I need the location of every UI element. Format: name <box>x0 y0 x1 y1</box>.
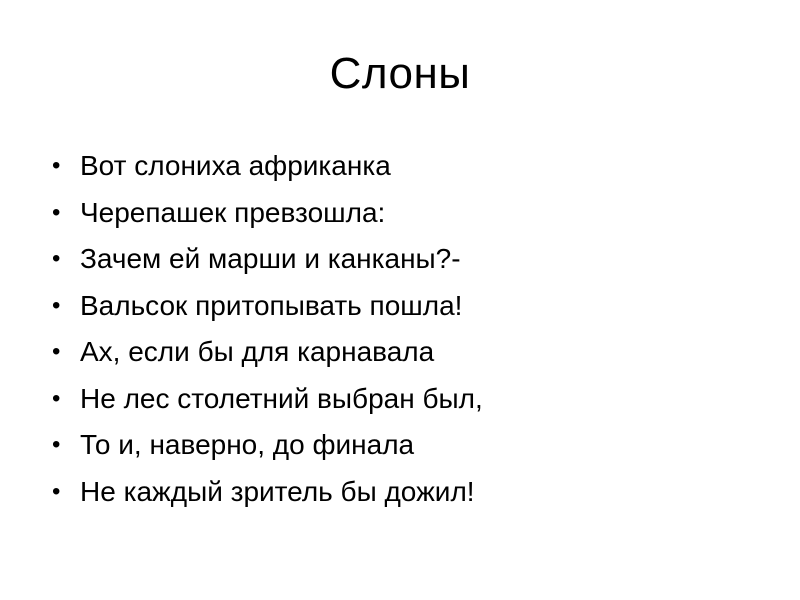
bullet-text: Не каждый зритель бы дожил! <box>80 475 475 507</box>
bullet-text: Не лес столетний выбран был, <box>80 382 483 414</box>
bullet-text: Вот слониха африканка <box>80 150 391 182</box>
bullet-item <box>52 329 772 376</box>
bullet-item <box>52 283 772 330</box>
bullet-item <box>52 422 772 469</box>
bullet-list <box>52 143 772 515</box>
bullet-dot-icon: • <box>52 338 61 366</box>
slide-title: Слоны <box>329 49 471 98</box>
bullet-dot-icon: • <box>52 152 61 180</box>
bullet-dot-icon: • <box>52 384 61 412</box>
bullet-dot-icon: • <box>52 198 61 226</box>
bullet-item <box>52 376 772 423</box>
bullet-item <box>52 236 772 283</box>
bullet-item <box>52 190 772 237</box>
bullet-dot-icon: • <box>52 431 61 459</box>
bullet-text: Черепашек превзошла: <box>80 196 386 228</box>
bullet-item <box>52 143 772 190</box>
bullet-dot-icon: • <box>52 291 61 319</box>
bullet-item <box>52 469 772 516</box>
bullet-text: Вальсок притопывать пошла! <box>80 289 463 321</box>
bullet-dot-icon: • <box>52 245 61 273</box>
bullet-text: Ах, если бы для карнавала <box>80 336 435 368</box>
bullet-text: Зачем ей марши и канканы?- <box>80 243 461 275</box>
bullet-text: То и, наверно, до финала <box>80 429 415 461</box>
bullet-dot-icon: • <box>52 477 61 505</box>
